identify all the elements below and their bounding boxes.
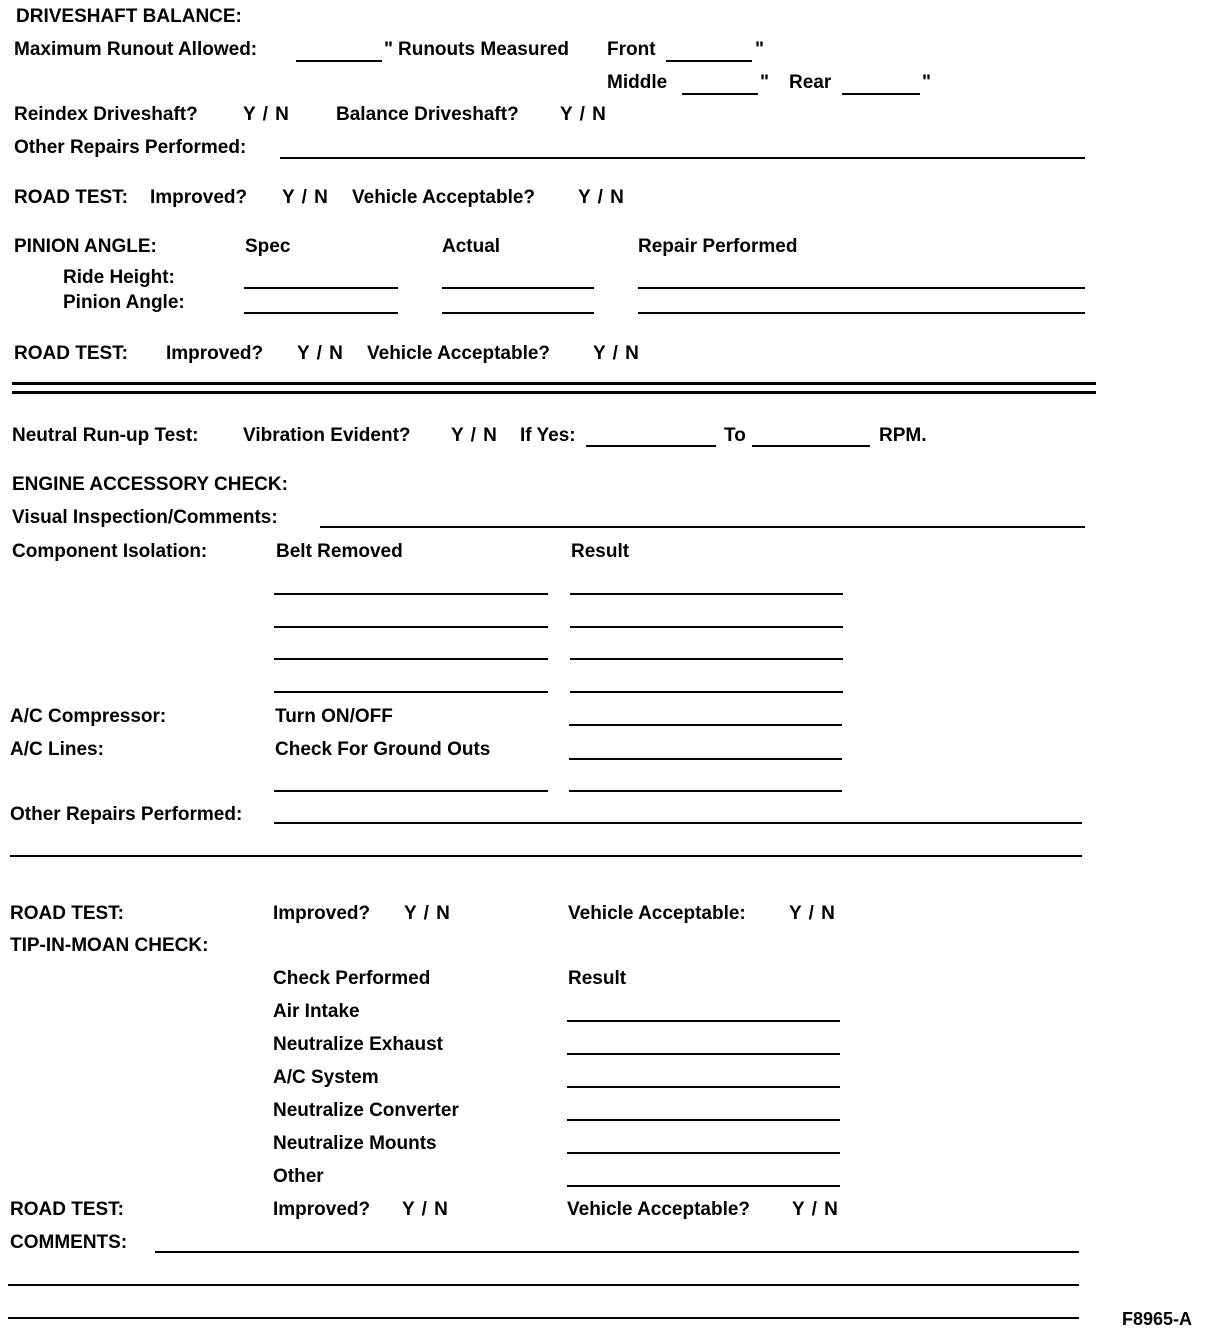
rpm-label: RPM. [879,425,927,446]
tip-in-result-field[interactable] [567,1185,840,1187]
comments-label: COMMENTS: [10,1232,128,1253]
engine-other-repairs-label: Other Repairs Performed: [10,804,243,825]
to-label: To [724,425,746,446]
belt-removed-field[interactable] [274,593,548,595]
vehicle-acceptable-label: Vehicle Acceptable? [352,187,536,208]
pinion-angle-actual-field[interactable] [442,312,594,314]
tip-in-item: Neutralize Mounts [273,1133,437,1154]
comments-field[interactable] [8,1284,1079,1286]
middle-label: Middle [607,72,668,93]
belt-result-field[interactable] [570,626,843,628]
vibration-evident-label: Vibration Evident? [243,425,411,446]
driveshaft-other-repairs-label: Other Repairs Performed: [14,137,247,158]
tip-in-result-field[interactable] [567,1086,840,1088]
tip-in-item: A/C System [273,1067,379,1088]
tip-in-item: Neutralize Converter [273,1100,459,1121]
max-runout-field[interactable] [296,60,382,62]
belt-removed-field[interactable] [274,626,548,628]
vibration-evident-yn[interactable]: Y / N [451,425,498,446]
improved-yn[interactable]: Y / N [402,1199,449,1220]
reindex-label: Reindex Driveshaft? [14,104,198,125]
belt-result-field[interactable] [569,790,842,792]
improved-yn[interactable]: Y / N [282,187,329,208]
neutral-runup-label: Neutral Run-up Test: [12,425,199,446]
belt-removed-field[interactable] [274,790,548,792]
check-performed-header: Check Performed [273,968,431,989]
inch-mark: " [922,72,932,93]
vehicle-acceptable-label: Vehicle Acceptable? [367,343,551,364]
vehicle-acceptable-label: Vehicle Acceptable: [568,903,746,924]
ac-compressor-label: A/C Compressor: [10,706,167,727]
vehicle-acceptable-yn[interactable]: Y / N [578,187,625,208]
pinion-angle-label: Pinion Angle: [63,292,185,313]
driveshaft-other-repairs-field[interactable] [280,157,1085,159]
pinion-heading: PINION ANGLE: [14,236,157,257]
improved-yn[interactable]: Y / N [297,343,344,364]
component-isolation-label: Component Isolation: [12,541,208,562]
max-runout-label: Maximum Runout Allowed: [14,39,258,60]
belt-result-field[interactable] [570,658,843,660]
check-ground-outs-label: Check For Ground Outs [275,739,491,760]
inch-mark: " [755,39,765,60]
belt-result-field[interactable] [570,691,843,693]
comments-field[interactable] [8,1317,1079,1319]
belt-removed-field[interactable] [274,658,548,660]
reindex-yn[interactable]: Y / N [243,104,290,125]
tip-in-result-field[interactable] [567,1152,840,1154]
tip-in-result-field[interactable] [567,1119,840,1121]
improved-label: Improved? [150,187,248,208]
ac-compressor-result-field[interactable] [569,724,842,726]
vehicle-acceptable-yn[interactable]: Y / N [792,1199,839,1220]
tip-in-result-field[interactable] [567,1020,840,1022]
spec-header: Spec [245,236,291,257]
inch-mark: " [760,72,770,93]
front-label: Front [607,39,656,60]
engine-other-repairs-field[interactable] [274,822,1082,824]
vehicle-acceptable-label: Vehicle Acceptable? [567,1199,751,1220]
rpm-from-field[interactable] [586,445,716,447]
tip-in-item: Neutralize Exhaust [273,1034,443,1055]
actual-header: Actual [442,236,501,257]
visual-inspection-label: Visual Inspection/Comments: [12,507,278,528]
belt-result-field[interactable] [570,593,843,595]
tip-in-item: Other [273,1166,324,1187]
ride-height-repair-field[interactable] [638,287,1085,289]
improved-label: Improved? [166,343,264,364]
tip-in-result-field[interactable] [567,1053,840,1055]
pinion-angle-spec-field[interactable] [244,312,398,314]
vehicle-acceptable-yn[interactable]: Y / N [593,343,640,364]
front-runout-field[interactable] [666,60,752,62]
ac-lines-result-field[interactable] [569,758,842,760]
improved-label: Improved? [273,903,371,924]
ac-lines-label: A/C Lines: [10,739,104,760]
rpm-to-field[interactable] [752,445,870,447]
vehicle-acceptable-yn[interactable]: Y / N [789,903,836,924]
repair-performed-header: Repair Performed [638,236,798,257]
ride-height-spec-field[interactable] [244,287,398,289]
if-yes-label: If Yes: [520,425,576,446]
road-test-label: ROAD TEST: [10,903,124,924]
belt-removed-field[interactable] [274,691,548,693]
improved-yn[interactable]: Y / N [404,903,451,924]
turn-on-off-label: Turn ON/OFF [275,706,393,727]
improved-label: Improved? [273,1199,371,1220]
section-divider [12,391,1096,394]
road-test-label: ROAD TEST: [14,187,128,208]
belt-removed-header: Belt Removed [276,541,403,562]
road-test-label: ROAD TEST: [10,1199,124,1220]
ride-height-actual-field[interactable] [442,287,594,289]
balance-label: Balance Driveshaft? [336,104,519,125]
road-test-label: ROAD TEST: [14,343,128,364]
balance-yn[interactable]: Y / N [560,104,607,125]
tip-in-moan-heading: TIP-IN-MOAN CHECK: [10,935,209,956]
comments-field[interactable] [155,1251,1079,1253]
engine-other-repairs-field[interactable] [10,855,1082,857]
ride-height-label: Ride Height: [63,267,175,288]
engine-accessory-heading: ENGINE ACCESSORY CHECK: [12,474,288,495]
tip-in-item: Air Intake [273,1001,360,1022]
middle-runout-field[interactable] [682,93,758,95]
rear-label: Rear [789,72,832,93]
runouts-measured-label: Runouts Measured [398,39,570,60]
result-header: Result [571,541,630,562]
rear-runout-field[interactable] [842,93,920,95]
tip-in-result-header: Result [568,968,627,989]
visual-inspection-field[interactable] [320,526,1085,528]
figure-id: F8965-A [1122,1309,1193,1329]
section-divider [12,382,1096,385]
inch-mark: " [384,39,394,60]
pinion-angle-repair-field[interactable] [638,312,1085,314]
driveshaft-heading: DRIVESHAFT BALANCE: [16,6,242,27]
